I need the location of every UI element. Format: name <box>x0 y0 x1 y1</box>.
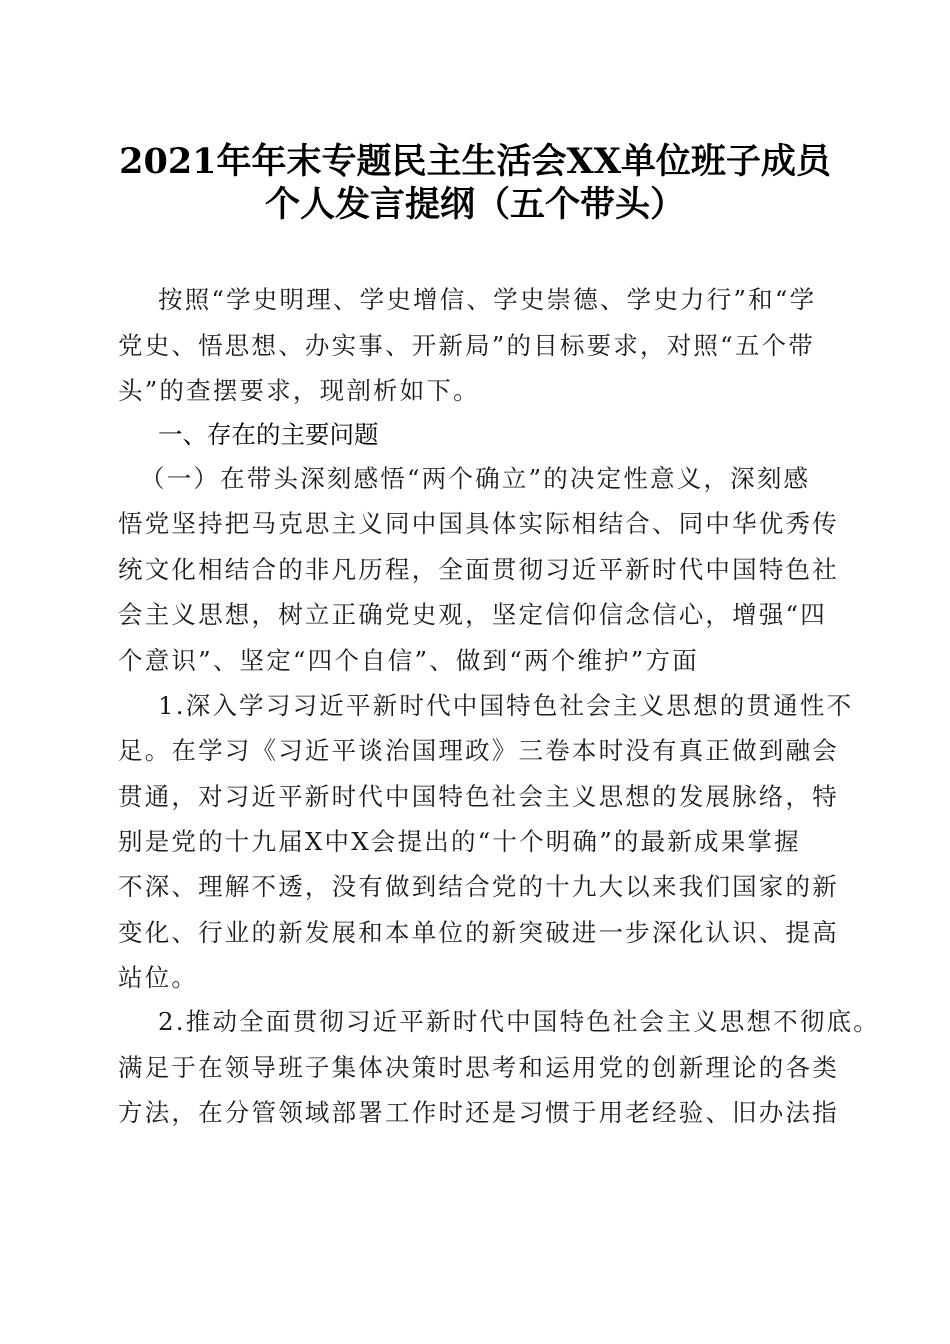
intro-line: 头”的查摆要求，现剖析如下。 <box>118 376 480 405</box>
item-1-line: 站位。 <box>118 963 199 992</box>
item-1-line: 别是党的十九届X中X会提出的“十个明确”的最新成果掌握 <box>118 827 801 856</box>
subsection-line: 悟党坚持把马克思主义同中国具体实际相结合、同中华优秀传 <box>118 509 839 538</box>
item-1-line: 贯通，对习近平新时代中国特色社会主义思想的发展脉络，特 <box>118 782 839 811</box>
subsection-line: 个意识”、坚定“四个自信”、做到“两个维护”方面 <box>118 646 699 675</box>
section-heading: 一、存在的主要问题 <box>158 420 379 449</box>
item-2-line: 满足于在领导班子集体决策时思考和运用党的创新理论的各类 <box>118 1053 839 1082</box>
item-1-line: 变化、行业的新发展和本单位的新突破进一步深化认识、提高 <box>118 918 839 947</box>
item-1-line: 不深、理解不透，没有做到结合党的十九大以来我们国家的新 <box>118 872 839 901</box>
intro-line: 党史、悟思想、办实事、开新局”的目标要求，对照“五个带 <box>118 331 815 360</box>
subsection-line: 统文化相结合的非凡历程，全面贯彻习近平新时代中国特色社 <box>118 555 839 584</box>
item-1-line: 足。在学习《习近平谈治国理政》三卷本时没有真正做到融会 <box>118 736 839 765</box>
subsection-line: （一）在带头深刻感悟“两个确立”的决定性意义，深刻感 <box>140 464 811 493</box>
item-2-line: 2.推动全面贯彻习近平新时代中国特色社会主义思想不彻底。 <box>158 1007 880 1036</box>
item-2-line: 方法，在分管领域部署工作时还是习惯于用老经验、旧办法指 <box>118 1098 839 1127</box>
document-title-line-1: 2021年年末专题民主生活会XX单位班子成员 <box>119 141 831 182</box>
document-title-line-2: 个人发言提纲（五个带头） <box>264 184 685 225</box>
item-1-line: 1.深入学习习近平新时代中国特色社会主义思想的贯通性不 <box>158 691 854 720</box>
intro-line: 按照“学史明理、学史增信、学史崇德、学史力行”和“学 <box>158 285 817 314</box>
subsection-line: 会主义思想，树立正确党史观，坚定信仰信念信心，增强“四 <box>118 600 827 629</box>
